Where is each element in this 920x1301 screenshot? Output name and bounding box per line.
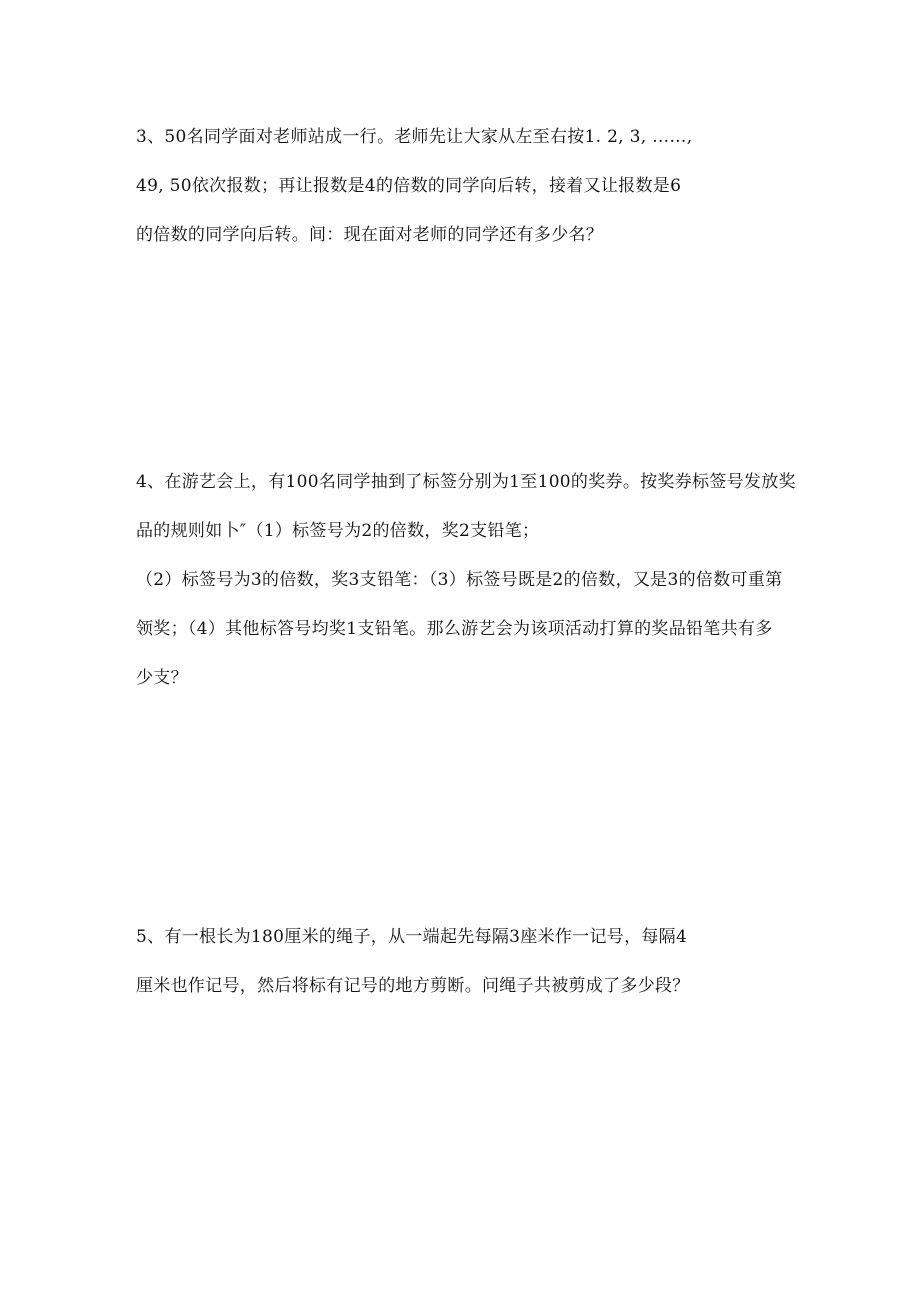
problem-4-line-4: 领奖；（4）其他标答号均奖1支铅笔。那么游艺会为该项活动打算的奖品铅笔共有多 <box>136 619 773 639</box>
problem-3-line-2: 49, 50依次报数；再让报数是4的倍数的同学向后转，接着又让报数是6 <box>136 176 682 196</box>
problem-4-line-5: 少支？ <box>136 668 188 688</box>
problem-4 <box>136 470 796 715</box>
problem-4-line-3: （2）标签号为3的倍数，奖3支铅笔：（3）标签号既是2的倍数，又是3的倍数可重第 <box>136 570 783 590</box>
problem-3-line-1: 3、50名同学面对老师站成一行。老师先让大家从左至右按1. 2, 3, ……, <box>136 127 693 147</box>
problem-4-line-1: 4、在游艺会上，有100名同学抽到了标签分别为1至100的奖券。按奖券标签号发放奖 <box>136 472 796 492</box>
problem-3 <box>136 125 796 272</box>
problem-5-line-2: 厘米也作记号，然后将标有记号的地方剪断。问绳子共被剪成了多少段？ <box>136 976 690 996</box>
problem-5 <box>136 925 796 1023</box>
problem-5-line-1: 5、有一根长为180厘米的绳子，从一端起先每隔3座米作一记号，每隔4 <box>136 927 688 947</box>
problem-4-line-2: 品的规则如卜″（1）标签号为2的倍数，奖2支铅笔； <box>136 521 540 541</box>
problem-3-line-3: 的倍数的同学向后转。间：现在面对老师的同学还有多少名？ <box>136 225 604 245</box>
